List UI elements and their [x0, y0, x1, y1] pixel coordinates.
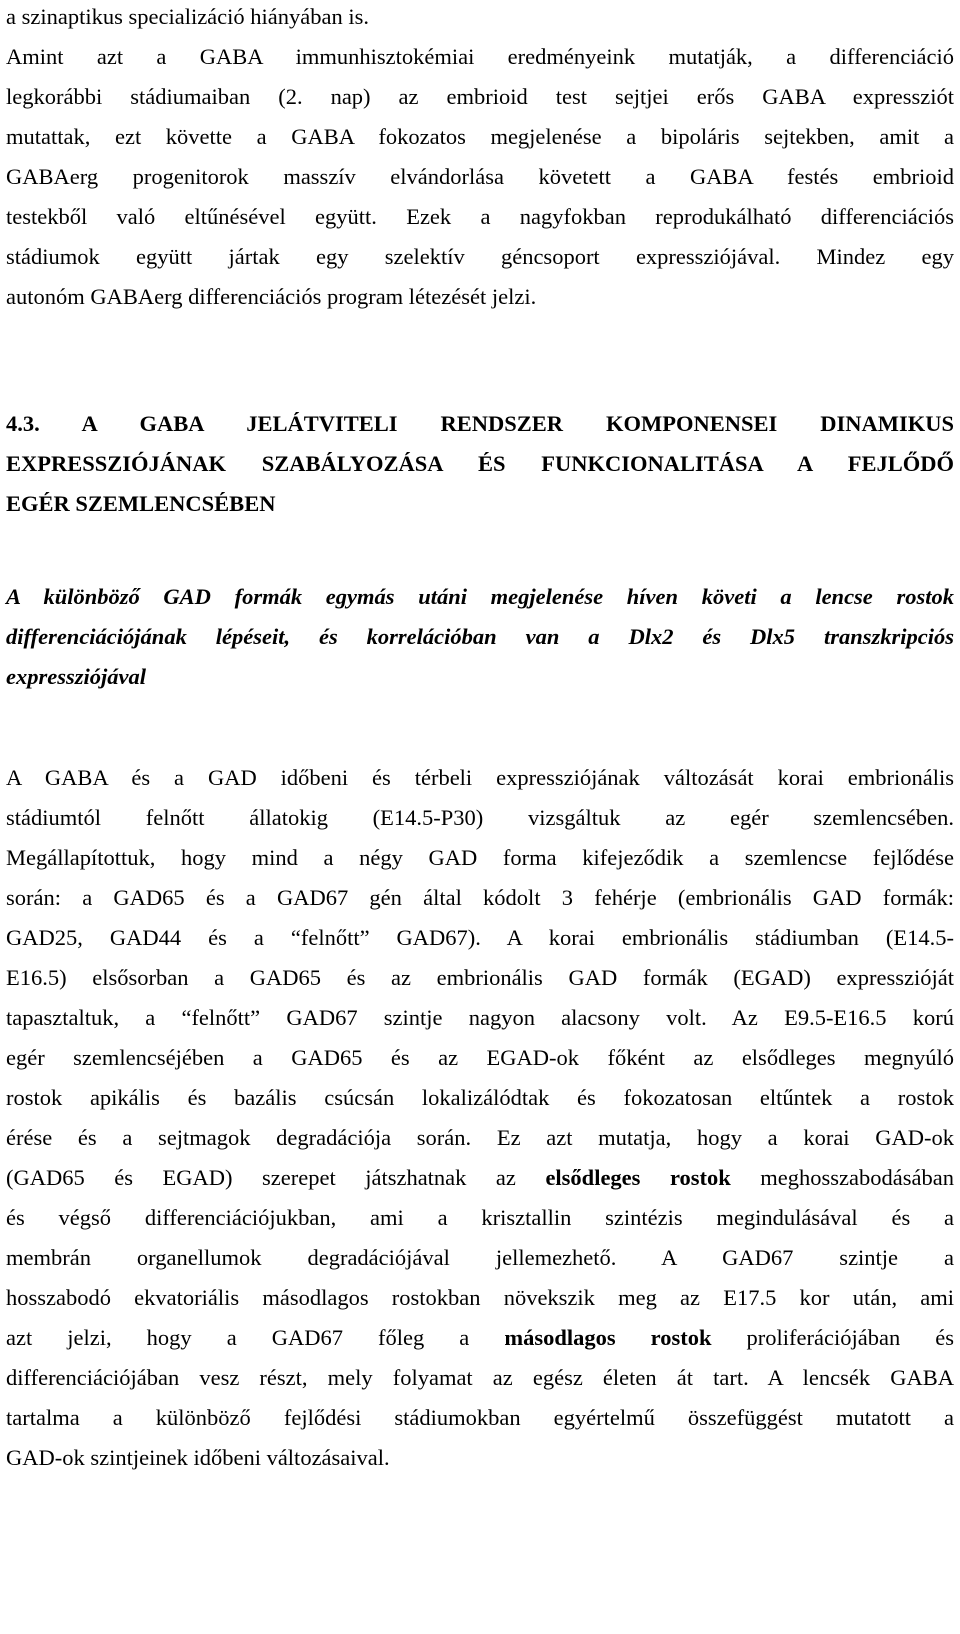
- intro-paragraph: [6, 0, 954, 317]
- text-line: mutattak, ezt követte a GABA fokozatos megjelenése a bipoláris sejtekben, amit a: [6, 124, 954, 149]
- text-line: stádiumok együtt jártak egy szelektív géncsoport expressziójával. Mindez egy: [6, 244, 954, 269]
- text-line: stádiumtól felnőtt állatokig (E14.5-P30) vizsgáltuk az egér szemlencsében.: [6, 805, 954, 830]
- text-line: a szinaptikus specializáció hiányában is.: [6, 4, 369, 29]
- heading-line: 4.3. A GABA JELÁTVITELI RENDSZER KOMPONENSEI DINAMIKUS: [6, 411, 954, 436]
- text-line: [6, 1158, 954, 1198]
- text-line: Amint azt a GABA immunhisztokémiai eredményeink mutatják, a differenciáció: [6, 44, 954, 69]
- text-line: során: a GAD65 és a GAD67 gén által kódolt 3 fehérje (embrionális GAD formák:: [6, 885, 954, 910]
- subheading-line: expressziójával: [6, 664, 146, 689]
- text-line: hosszabodó ekvatoriális másodlagos rostokban növekszik meg az E17.5 kor után, ami: [6, 1285, 954, 1310]
- section-heading: [6, 404, 954, 524]
- text-line: GAD25, GAD44 és a “felnőtt” GAD67). A korai embrionális stádiumban (E14.5-: [6, 925, 954, 950]
- text-line: érése és a sejtmagok degradációja során. Ez azt mutatja, hogy a korai GAD-ok: [6, 1125, 954, 1150]
- bold-term: elsődleges rostok: [545, 1165, 731, 1190]
- text-line: differenciációjában vesz részt, mely folyamat az egész életen át tart. A lencsék GABA: [6, 1365, 954, 1390]
- body-paragraph: [6, 758, 954, 1478]
- section-subheading: [6, 577, 954, 697]
- text-line: autonóm GABAerg differenciációs program létezését jelzi.: [6, 284, 537, 309]
- text-segment: azt jelzi, hogy a GAD67 főleg a: [6, 1325, 505, 1350]
- text-line: és végső differenciációjukban, ami a krisztallin szintézis megindulásával és a: [6, 1205, 954, 1230]
- text-line: tartalma a különböző fejlődési stádiumokban egyértelmű összefüggést mutatott a: [6, 1405, 954, 1430]
- text-segment: proliferációjában és: [711, 1325, 954, 1350]
- text-line: A GABA és a GAD időbeni és térbeli expressziójának változását korai embrionális: [6, 765, 954, 790]
- text-line: testekből való eltűnésével együtt. Ezek a nagyfokban reprodukálható differenciációs: [6, 204, 954, 229]
- heading-line: EXPRESSZIÓJÁNAK SZABÁLYOZÁSA ÉS FUNKCIONALITÁSA A FEJLŐDŐ: [6, 451, 954, 476]
- text-line: Megállapítottuk, hogy mind a négy GAD forma kifejeződik a szemlencse fejlődése: [6, 845, 954, 870]
- text-line: membrán organellumok degradációjával jellemezhető. A GAD67 szintje a: [6, 1245, 954, 1270]
- text-line: rostok apikális és bazális csúcsán lokalizálódtak és fokozatosan eltűntek a rostok: [6, 1085, 954, 1110]
- text-line: [6, 1318, 954, 1358]
- subheading-line: A különböző GAD formák egymás utáni megjelenése híven követi a lencse rostok: [6, 584, 954, 609]
- heading-line: EGÉR SZEMLENCSÉBEN: [6, 491, 276, 516]
- text-segment: meghosszabodásában: [730, 1165, 954, 1190]
- text-line: GABAerg progenitorok masszív elvándorlása követett a GABA festés embrioid: [6, 164, 954, 189]
- text-line: tapasztaltuk, a “felnőtt” GAD67 szintje nagyon alacsony volt. Az E9.5-E16.5 korú: [6, 1005, 954, 1030]
- text-line: GAD-ok szintjeinek időbeni változásaival.: [6, 1445, 390, 1470]
- bold-term: másodlagos rostok: [504, 1325, 712, 1350]
- text-segment: (GAD65 és EGAD) szerepet játszhatnak az: [6, 1165, 546, 1190]
- text-line: E16.5) elsősorban a GAD65 és az embrionális GAD formák (EGAD) expresszióját: [6, 965, 954, 990]
- text-line: egér szemlencséjében a GAD65 és az EGAD-ok főként az elsődleges megnyúló: [6, 1045, 954, 1070]
- subheading-line: differenciációjának lépéseit, és korrelációban van a Dlx2 és Dlx5 transzkripciós: [6, 624, 954, 649]
- text-line: legkorábbi stádiumaiban (2. nap) az embrioid test sejtjei erős GABA expressziót: [6, 84, 954, 109]
